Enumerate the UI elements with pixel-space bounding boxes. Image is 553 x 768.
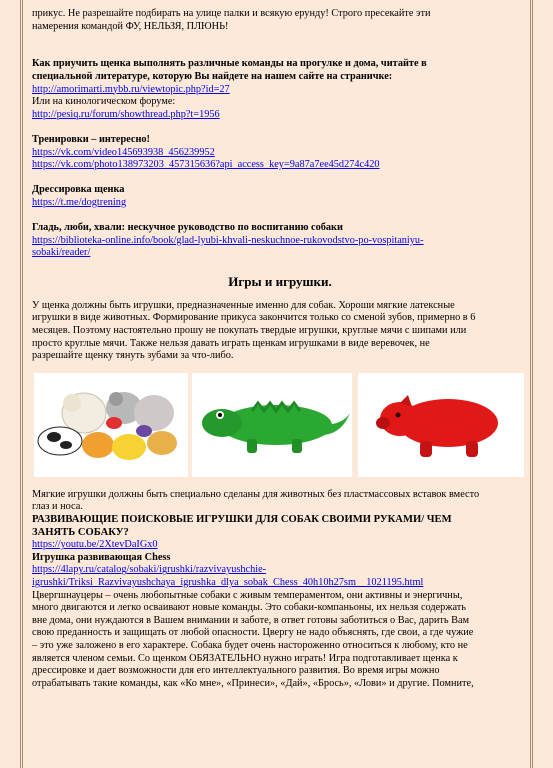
- paragraph-line: свою преданность и защищать от любой опасности. Цвергу не надо объяснять, где свои, а где чужие: [32, 627, 474, 639]
- paragraph-line: – это уже заложено в его характере. Собака будет очень настороженно относиться к любому, кто не: [32, 639, 468, 651]
- vk-photo-link[interactable]: https://vk.com/photo138973203_457315636?api_access_key=9a87a7ee45d274c420: [32, 159, 380, 171]
- chess-toy-link[interactable]: igrushki/Triksi_Razvivayushchaya_igrushka_dlya_sobak_Chess_40h10h27sm__1021195.html: [32, 577, 424, 588]
- paragraph-line: является членом семьи. Со щенком ОБЯЗАТЕЛЬНО нужно играть! Игра подготавливает щенка к: [32, 652, 458, 664]
- puppy-training-heading: Дрессировка щенка: [32, 184, 125, 196]
- paragraph-line: Цвергшнауцеры – очень любопытные собаки с живым темпераментом, они активны и энергичны,: [32, 589, 463, 601]
- book-heading: Гладь, люби, хвали: нескучное руководство по воспитанию собаки: [32, 222, 343, 234]
- toy-images: [32, 373, 528, 477]
- book-link[interactable]: sobaki/reader/: [32, 247, 91, 259]
- amorimarti-link[interactable]: http://amorimarti.mybb.ru/viewtopic.php?id=27: [32, 83, 230, 95]
- paragraph-line: разрешайте щенку тянуть зубами за что-либо.: [32, 350, 234, 362]
- vk-video-link[interactable]: https://vk.com/video145693938_456239952: [32, 146, 215, 158]
- chess-toy-link[interactable]: https://4lapy.ru/catalog/sobaki/igrushki/razvivayushchie-: [32, 564, 267, 576]
- telegram-link[interactable]: https://t.me/dogtrening: [32, 196, 127, 208]
- section-title: Игры и игрушки.: [228, 273, 332, 289]
- soft-toys-image: [34, 373, 188, 477]
- crocodile-toy-image: [192, 373, 352, 477]
- paragraph-line: дрессировке и дает возможности для его интеллектуального развития. Во время игры можно: [32, 665, 440, 677]
- chess-toy-heading: Игрушка развивающая Chess: [32, 551, 171, 563]
- paragraph-line: игрушки в виде животных. Формирование прикуса закончится только со сменой зубов, примерно в 6: [32, 312, 476, 324]
- pig-toy-image: [358, 373, 524, 477]
- toys-heading: ЗАНЯТЬ СОБАКУ?: [32, 526, 129, 538]
- toys-heading: РАЗВИВАЮЩИЕ ПОИСКОВЫЕ ИГРУШКИ ДЛЯ СОБАК СВОИМИ РУКАМИ/ ЧЕМ: [32, 514, 452, 526]
- paragraph-line: месяцев. Поэтому настоятельно прошу не покупать твердые игрушки, круглые мячи с шипами или: [32, 325, 467, 337]
- book-link[interactable]: https://biblioteka-online.info/book/glad-lyubi-khvali-neskuchnoe-rukovodstvo-po-vospitaniyu-: [32, 234, 424, 246]
- forum-label: Или на кинологическом форуме:: [32, 96, 176, 108]
- training-heading: Как приучить щенка выполнять различные команды на прогулке и дома, читайте в: [32, 58, 427, 70]
- intro-line: намерения командой ФУ, НЕЛЬЗЯ, ПЛЮНЬ!: [32, 20, 229, 32]
- trainings-heading: Тренировки – интересно!: [32, 133, 150, 145]
- paragraph-line: просто круглые мячи. Также нельзя давать играть щенкам игрушками в виде веревочек, не: [32, 337, 430, 349]
- pesiq-forum-link[interactable]: http://pesiq.ru/forum/showthread.php?t=1956: [32, 108, 220, 120]
- youtube-link[interactable]: https://youtu.be/2XtevDaIGx0: [32, 539, 158, 551]
- paragraph-line: глаз и носа.: [32, 501, 83, 513]
- training-heading: специальной литературе, которую Вы найдете на нашем сайте на страничке:: [32, 70, 393, 82]
- paragraph-line: много двигаются и легко осваивают новые команды. Это собаки-компаньоны, их нельзя содержать: [32, 602, 466, 614]
- paragraph-line: вне дома, они нуждаются в Вашем внимании и заботе, в ответ готовы заботиться о Вас, дарить Вам: [32, 614, 470, 626]
- paragraph-line: У щенка должны быть игрушки, предназначенные именно для собак. Хороши мягкие латексные: [32, 299, 455, 311]
- paragraph-line: Мягкие игрушки должны быть специально сделаны для животных без пластмассовых вставок вместо: [32, 488, 480, 500]
- paragraph-line: отрабатывать такие команды, как «Ко мне», «Принеси», «Дай», «Брось», «Лови» и другие. Помните,: [32, 677, 474, 689]
- intro-line: прикус. Не разрешайте подбирать на улице палки и всякую ерунду! Строго пресекайте эти: [32, 8, 431, 19]
- document-body: [32, 8, 528, 690]
